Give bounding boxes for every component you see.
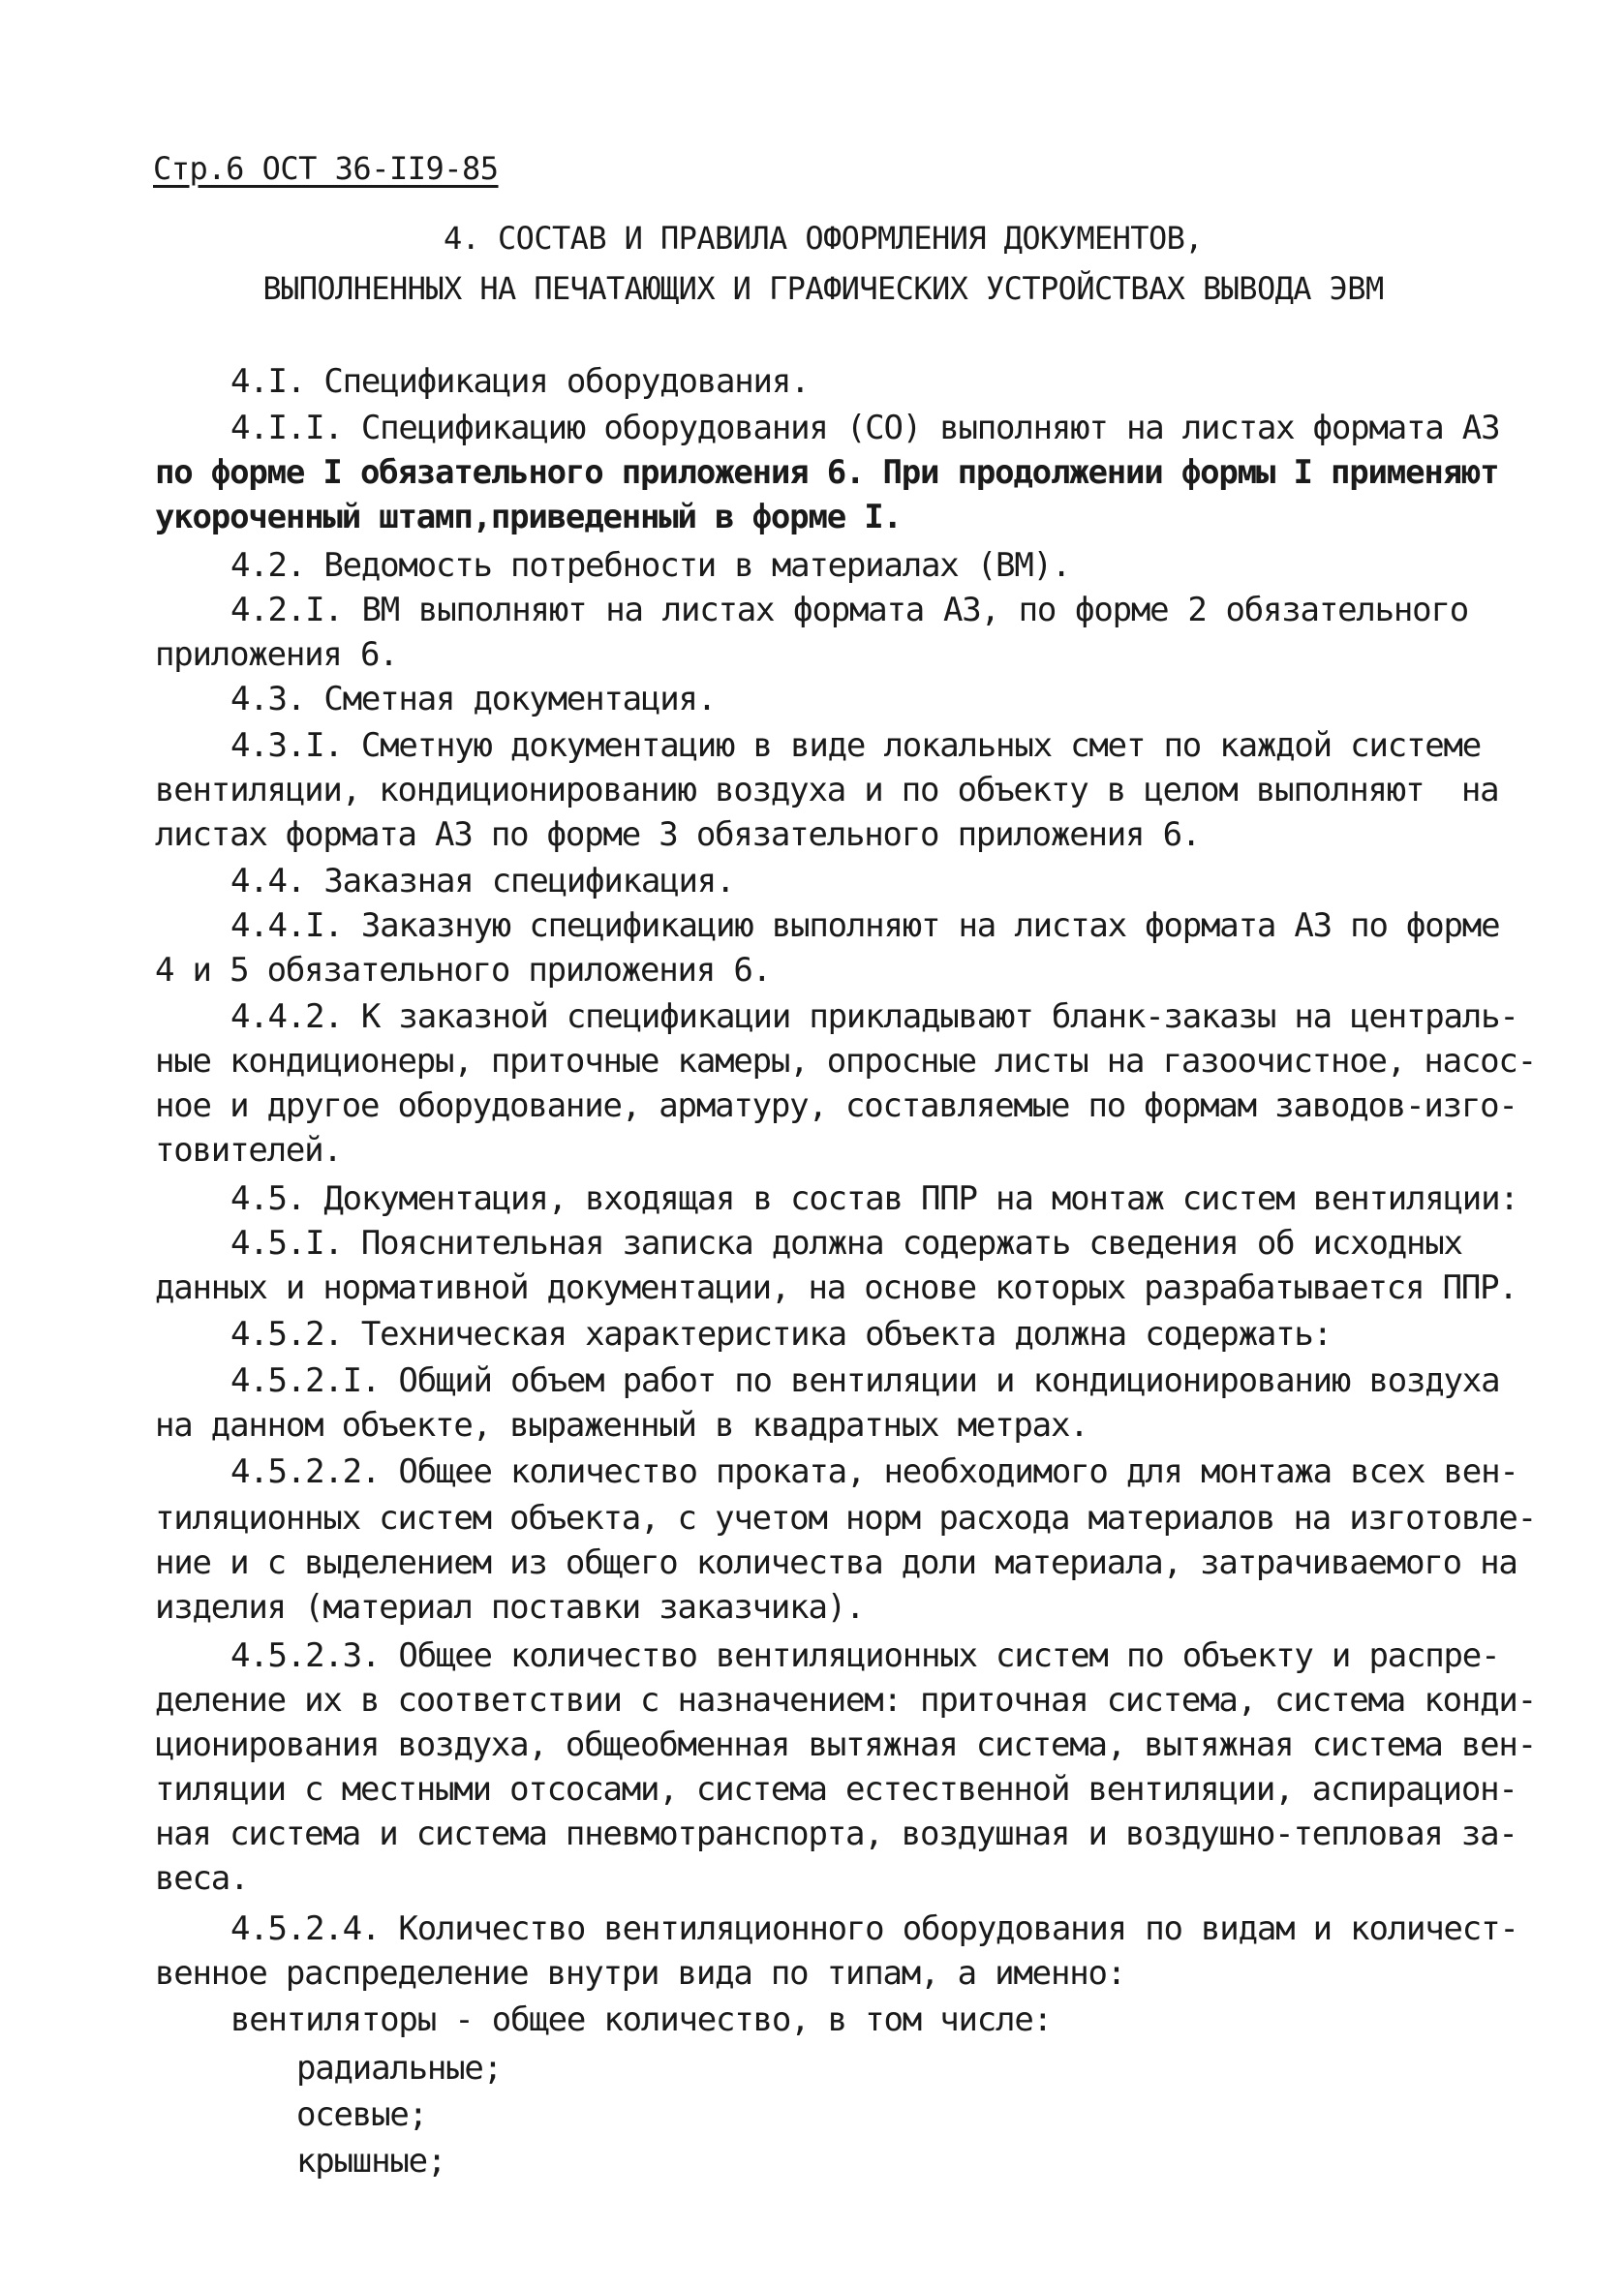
text-line: тиляции с местными отсосами, система естественной вентиляции, аспирацион- <box>155 1770 1517 1809</box>
text-line: листах формата А3 по форме 3 обязательного приложения 6. <box>155 815 1201 854</box>
text-line: ная система и система пневмотранспорта, воздушная и воздушно-тепловая за- <box>155 1815 1517 1853</box>
text-line: ционирования воздуха, общеобменная вытяжная система, вытяжная система вен- <box>155 1725 1536 1764</box>
text-line: 4.3. Сметная документация. <box>230 680 717 718</box>
text-line: приложения 6. <box>155 635 398 674</box>
text-line: 4.I. Спецификация оборудования. <box>230 362 810 401</box>
text-line: изделия (материал поставки заказчика). <box>155 1588 865 1627</box>
text-line: 4 и 5 обязательного приложения 6. <box>155 951 771 990</box>
text-line: данных и нормативной документации, на основе которых разрабатывается ППР. <box>155 1268 1517 1307</box>
text-line: ные кондиционеры, приточные камеры, опросные листы на газоочистное, насос- <box>155 1042 1536 1081</box>
text-line: 4.5.2.2. Общее количество проката, необходимого для монтажа всех вен- <box>230 1452 1518 1491</box>
text-line: ние и с выделением из общего количества доли материала, затрачиваемого на <box>155 1543 1517 1582</box>
text-line: 4.I.I. Спецификацию оборудования (СО) выполняют на листах формата А3 <box>230 409 1500 447</box>
text-line: 4.5.2. Техническая характеристика объекта должна содержать: <box>230 1315 1332 1354</box>
list-item: крышные; <box>296 2142 446 2181</box>
text-line: 4.5.2.4. Количество вентиляционного оборудования по видам и количест- <box>230 1909 1518 1948</box>
text-line: ное и другое оборудование, арматуру, составляемые по формам заводов-изго- <box>155 1086 1517 1125</box>
list-item: осевые; <box>296 2095 427 2134</box>
text-line: 4.5. Документация, входящая в состав ППР на монтаж систем вентиляции: <box>230 1179 1518 1218</box>
text-line: 4.5.2.I. Общий объем работ по вентиляции и кондиционированию воздуха <box>230 1361 1500 1400</box>
text-line: укороченный штамп,приведенный в форме I. <box>155 498 902 536</box>
text-line: венное распределение внутри вида по типам, а именно: <box>155 1954 1126 1993</box>
text-line: деление их в соответствии с назначением: приточная система, система конди- <box>155 1681 1536 1720</box>
text-line: 4.4. Заказная спецификация. <box>230 862 735 900</box>
text-line: вентиляторы - общее количество, в том числе: <box>230 2000 1052 2039</box>
text-line: 4.3.I. Сметную документацию в виде локальных смет по каждой системе <box>230 726 1482 765</box>
text-line: по форме I обязательного приложения 6. При продолжении формы I применяют <box>155 453 1499 492</box>
text-line: 4.5.I. Пояснительная записка должна содержать сведения об исходных <box>230 1224 1462 1263</box>
text-line: товителей. <box>155 1131 342 1170</box>
text-line: на данном объекте, выраженный в квадратных метрах. <box>155 1406 1088 1445</box>
section-title-line-1: 4. СОСТАВ И ПРАВИЛА ОФОРМЛЕНИЯ ДОКУМЕНТОВ, <box>444 220 1203 257</box>
page-header: Стр.6 ОСТ 36-II9-85 <box>153 150 499 187</box>
text-line: 4.4.I. Заказную спецификацию выполняют на листах формата А3 по форме <box>230 906 1500 945</box>
text-line: тиляционных систем объекта, с учетом норм расхода материалов на изготовле- <box>155 1499 1536 1538</box>
section-title-line-2: ВЫПОЛНЕННЫХ НА ПЕЧАТАЮЩИХ И ГРАФИЧЕСКИХ УСТРОЙСТВАХ ВЫВОДА ЭВМ <box>262 270 1384 307</box>
text-line: вентиляции, кондиционированию воздуха и по объекту в целом выполняют на <box>155 771 1499 809</box>
list-item: радиальные; <box>296 2049 502 2088</box>
text-line: 4.2. Ведомость потребности в материалах (ВМ). <box>230 546 1071 585</box>
text-line: 4.4.2. К заказной спецификации прикладывают бланк-заказы на централь- <box>230 997 1518 1036</box>
text-line: 4.5.2.3. Общее количество вентиляционных систем по объекту и распре- <box>230 1636 1500 1675</box>
text-line: веса. <box>155 1859 249 1898</box>
text-line: 4.2.I. ВМ выполняют на листах формата А3, по форме 2 обязательного <box>230 591 1468 629</box>
